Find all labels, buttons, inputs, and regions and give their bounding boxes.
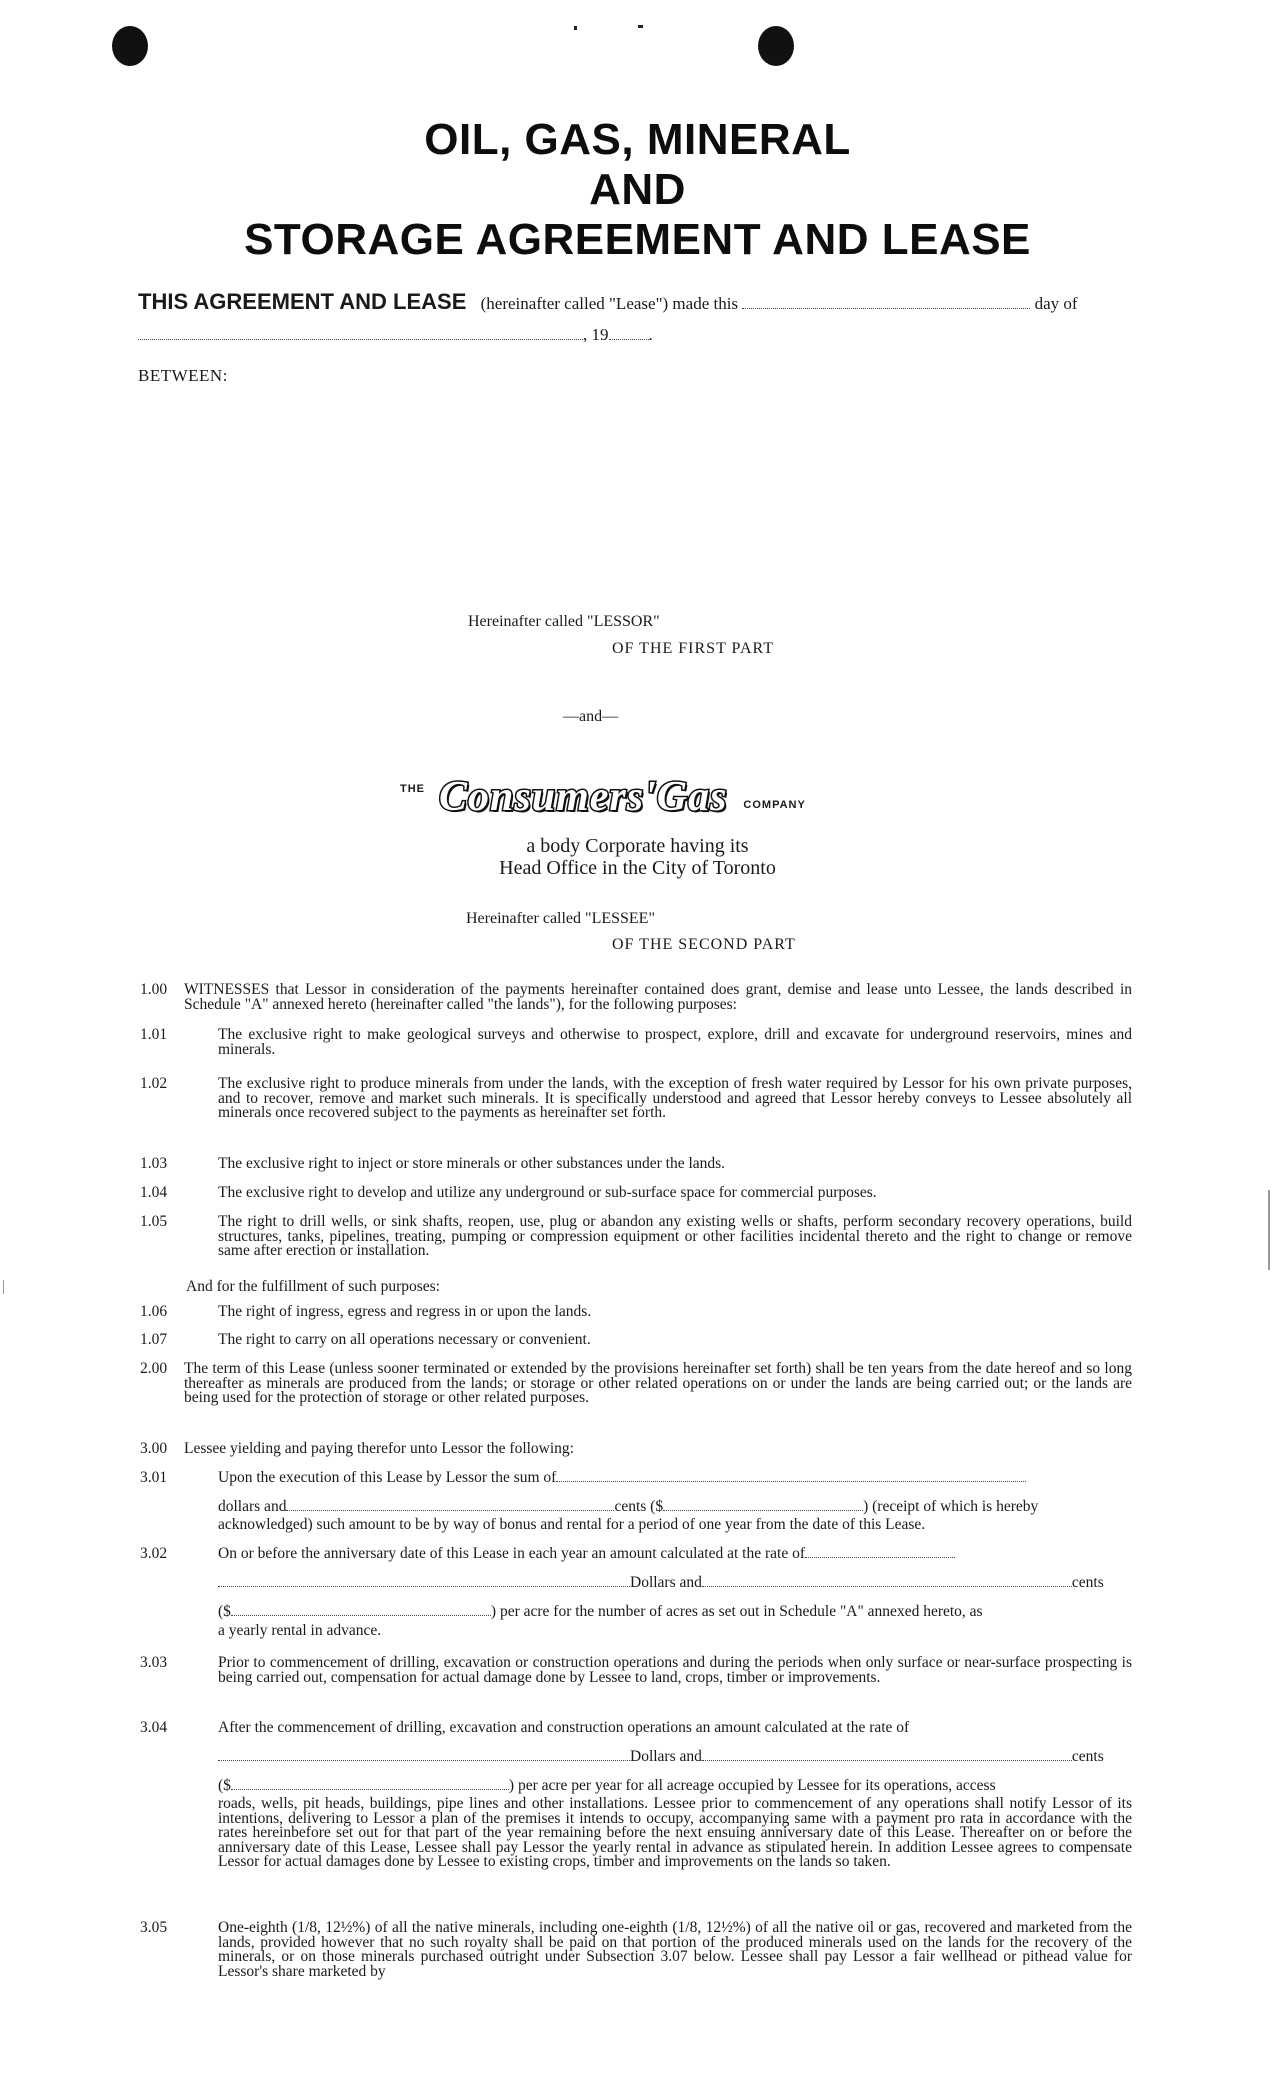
amount-blank[interactable] [231,1605,491,1616]
clause-text: roads, wells, pit heads, buildings, pipe lines and other installations. Lessee prior to commencement of any operations shall notify Lessor of its intentions, delivering to Lessor a plan of the premises it intends to occupy, accompanying same with a payment pro rata in accordance with the rates hereinbefore set out for that part of the year remaining before the next ensuing anniversary date of this Lease. Thereafter on or before the anniversary date of this Lease, Lessee shall pay Lessor the yearly rental in advance as stipulated herein. In addition Lessee agrees to compensate Lessor for actual damages done by Lessee to existing crops, timber and improvements on the lands so taken. [218,1795,1132,1871]
intro-text: (hereinafter called "Lease") made this [480,294,739,313]
clause-text: WITNESSES that Lessor in consideration of the payments hereinafter contained does grant, demise and lease unto Lessee, the lands described in Schedule "A" annexed hereto (hereinafter called "the lands"), for the following purposes: [184,981,1132,1013]
dollars-label: Dollars and [630,1574,702,1591]
clause-number: 3.01 [140,1469,168,1486]
clause-1-01 [140,1026,1132,1058]
clause-number: 1.00 [140,981,168,998]
clause-number: 1.06 [140,1303,168,1320]
dollars-blank[interactable] [218,1750,630,1761]
clause-3-01-line-2 [218,1500,1132,1515]
day-blank[interactable] [742,296,1030,309]
amount-open: ($ [218,1603,231,1620]
logo-company: COMPANY [743,799,806,811]
clause-text: The term of this Lease (unless sooner terminated or extended by the provisions hereinafter set forth) shall be ten years from the date hereof and so long thereafter as minerals are produced from the lands; or storage or other related operations on or under the lands are being carried out; or the lands are being used for the protection of storage or other related purposes. [184,1360,1132,1407]
clause-1-04 [140,1184,1132,1201]
year-suffix: . [648,325,653,344]
amount-blank[interactable] [663,1500,863,1511]
clause-1-03 [140,1155,1132,1172]
clause-text: Upon the execution of this Lease by Lessor the sum of [218,1469,557,1486]
clause-text: The right of ingress, egress and regress in or upon the lands. [218,1303,592,1320]
clause-number: 1.04 [140,1184,168,1201]
scan-speck [638,25,643,28]
lessee-called: Hereinafter called "LESSEE" [466,910,655,927]
clause-3-01 [140,1469,1132,1486]
clause-1-02 [140,1075,1132,1122]
cents-blank[interactable] [702,1576,1072,1587]
clause-number: 3.00 [140,1440,168,1457]
scan-edge-mark [1268,1190,1270,1270]
clause-2-00 [140,1360,1132,1407]
clause-text: ) per acre per year for all acreage occupied by Lessee for its operations, access [508,1777,996,1794]
day-of-label: day of [1034,294,1078,313]
cents-label: cents [1071,1748,1104,1765]
company-desc-line-2: Head Office in the City of Toronto [499,857,776,879]
clause-3-04-line-3 [218,1779,1132,1794]
cents-label: cents ($ [614,1498,664,1515]
clause-number: 3.03 [140,1654,168,1671]
year-prefix: , 19 [583,325,609,344]
company-logo [400,775,806,825]
clause-text: The right to carry on all operations necessary or convenient. [218,1331,591,1348]
clause-fulfillment [186,1280,1132,1295]
clause-3-00 [140,1440,1132,1457]
clause-3-02 [140,1545,1132,1562]
intro-line [138,289,1138,315]
clause-text: acknowledged) such amount to be by way of bonus and rental for a period of one year from the date of this Lease. [218,1516,926,1533]
amount-blank[interactable] [231,1779,509,1790]
clause-text: And for the fulfillment of such purposes: [186,1278,440,1295]
punch-hole-left [112,26,148,66]
cents-blank[interactable] [702,1750,1072,1761]
lessee-part: OF THE SECOND PART [612,936,796,953]
clause-text: Lessee yielding and paying therefor unto Lessor the following: [184,1440,574,1457]
title-line-2: AND [589,165,686,214]
clause-text: The exclusive right to produce minerals from under the lands, with the exception of fresh water required by Lessor for his own private purposes, and to recover, remove and market such minerals. It is specifically understood and agreed that Lessor hereby conveys to Lessee absolutely all minerals once recovered subject to the payments as hereinafter set forth. [218,1075,1132,1122]
clause-1-00 [140,981,1132,1013]
amount-open: ($ [218,1777,231,1794]
rate-blank[interactable] [805,1547,955,1558]
clause-3-04 [140,1719,1132,1736]
clause-text: ) per acre for the number of acres as set out in Schedule "A" annexed hereto, as [490,1603,983,1620]
clause-3-04-rest [218,1797,1132,1870]
month-blank[interactable] [138,327,583,340]
title-line-1: OIL, GAS, MINERAL [424,115,851,164]
clause-text: Prior to commencement of drilling, excavation or construction operations and during the periods when only surface or near-surface prospecting is being carried out, compensation for actual damage done by Lessee to land, crops, timber or improvements. [218,1654,1132,1686]
clause-text: On or before the anniversary date of this Lease in each year an amount calculated at the rate of [218,1545,806,1562]
lessor-called: Hereinafter called "LESSOR" [468,613,660,630]
clause-text: The exclusive right to make geological surveys and otherwise to prospect, explore, drill and excavate for underground reservoirs, mines and minerals. [218,1026,1132,1058]
clause-number: 1.01 [140,1026,168,1043]
clause-3-02-line-3 [218,1605,1132,1620]
scan-speck [574,26,577,30]
clause-text: The exclusive right to develop and utilize any underground or sub-surface space for commercial purposes. [218,1184,877,1201]
title-line-3: STORAGE AGREEMENT AND LEASE [244,215,1031,264]
receipt-label: ) (receipt of which is hereby [863,1498,1039,1515]
intro-lead: THIS AGREEMENT AND LEASE [138,289,467,314]
clause-3-05 [140,1919,1132,1980]
clause-number: 1.02 [140,1075,168,1092]
clause-3-03 [140,1654,1132,1686]
clause-text: a yearly rental in advance. [218,1622,382,1639]
clause-number: 3.05 [140,1919,168,1936]
dollars-label: dollars and [218,1498,287,1515]
sum-blank[interactable] [556,1471,1026,1482]
clause-1-07 [140,1331,1132,1348]
clause-number: 1.07 [140,1331,168,1348]
clause-text: The exclusive right to inject or store minerals or other substances under the lands. [218,1155,726,1172]
cents-label: cents [1071,1574,1104,1591]
clause-number: 1.05 [140,1213,168,1230]
clause-number: 2.00 [140,1360,168,1377]
clause-text: One-eighth (1/8, 12½%) of all the native minerals, including one-eighth (1/8, 12½%) of all the native oil or gas, recovered and marketed from the lands, provided however that no such royalty shall be paid on that portion of the produced minerals used on the lands for the recovery of the minerals, or on those minerals purchased outright under Subsection 3.07 below. Lessee shall pay Lessor a fair wellhead or pithead value for Lessor's share marketed by [218,1919,1132,1980]
clause-3-02-line-4 [218,1624,1132,1639]
between-label: BETWEEN: [138,366,228,385]
clause-number: 3.04 [140,1719,168,1736]
clause-1-05 [140,1213,1132,1260]
clause-text: After the commencement of drilling, excavation and construction operations an amount calculated at the rate of [218,1719,910,1736]
clause-number: 1.03 [140,1155,168,1172]
logo-the: THE [400,783,425,795]
clause-3-04-line-2 [218,1750,1132,1765]
dollars-label: Dollars and [630,1748,702,1765]
dollars-blank[interactable] [286,1500,614,1511]
dollars-blank[interactable] [218,1576,630,1587]
clause-text: The right to drill wells, or sink shafts, reopen, use, plug or abandon any existing wells or shafts, perform secondary recovery operations, build structures, tanks, pipelines, treating, pumping or compression equipment or other facilities incidental thereto and the right to change or remove same after erection or installation. [218,1213,1132,1260]
date-line [138,325,653,345]
logo-wordmark: Consumers'Gas [439,774,728,820]
company-desc-line-1: a body Corporate having its [526,835,749,857]
lessor-part: OF THE FIRST PART [612,640,775,657]
clause-3-01-line-3 [218,1518,1132,1533]
year-blank[interactable] [609,327,649,340]
clause-number: 3.02 [140,1545,168,1562]
clause-1-06 [140,1303,1132,1320]
and-separator: —and— [563,708,619,725]
scan-edge-mark [3,1280,4,1294]
clause-3-02-line-2 [218,1576,1132,1591]
punch-hole-right [758,26,794,66]
